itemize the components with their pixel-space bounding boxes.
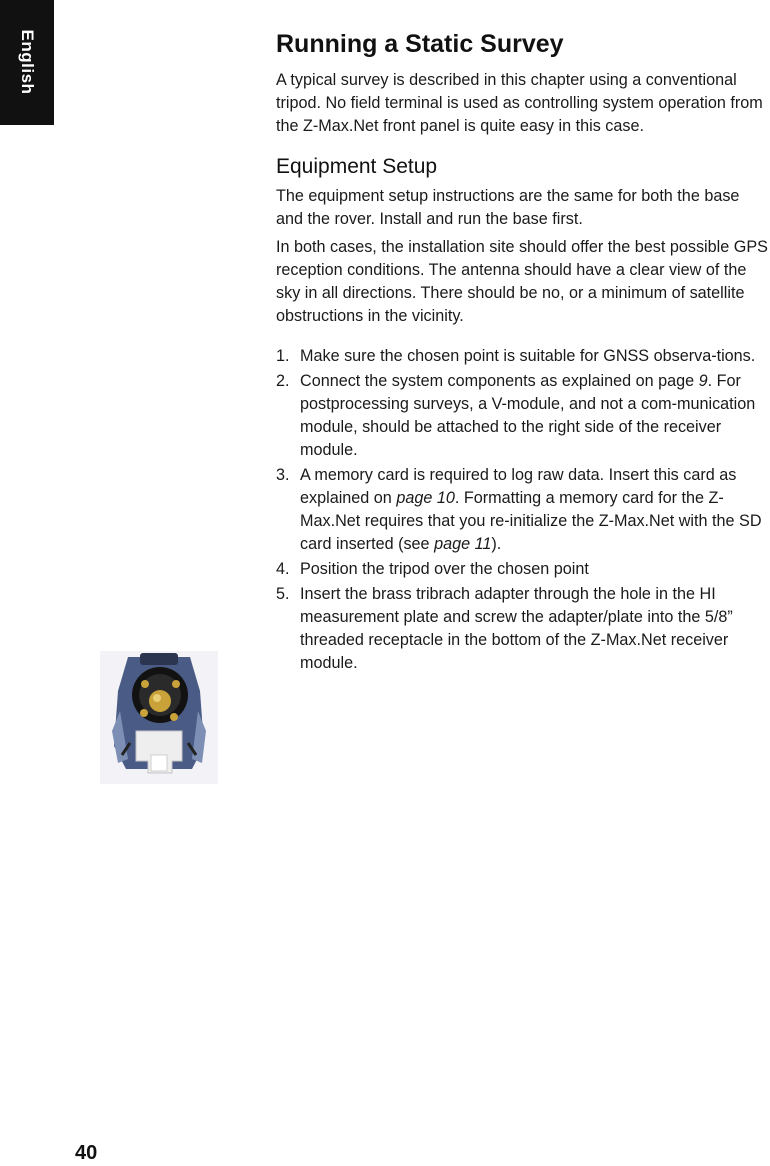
step-text-mid: . Formatting a memory card for the Z-Max.Net requires that you re-initialize the Z-Max.Net with the SD card inserted (see <box>300 489 762 553</box>
page-reference-link[interactable]: page 10 <box>396 489 455 507</box>
step-number: 1. <box>276 347 290 365</box>
step-text-post: ). <box>491 535 502 553</box>
section-paragraph-1: The equipment setup instructions are the same for both the base and the rover. Install and run the base first. <box>276 187 740 228</box>
list-item <box>276 464 770 556</box>
step-number: 3. <box>276 466 290 484</box>
tribrach-adapter-image <box>100 651 218 784</box>
steps-list <box>276 345 770 675</box>
main-content <box>276 30 770 677</box>
list-item <box>276 558 770 581</box>
step-text-post: . For postprocessing surveys, a V-module, and not a com-munication module, should be attached to the right side of the receiver module. <box>300 372 756 459</box>
list-item <box>276 345 770 368</box>
page-title: Running a Static Survey <box>276 30 564 58</box>
page-number: 40 <box>75 1142 98 1164</box>
intro-paragraph: A typical survey is described in this chapter using a conventional tripod. No field terminal is used as controlling system operation from the Z-Max.Net front panel is quite easy in this case. <box>276 71 763 135</box>
step-number: 4. <box>276 560 290 578</box>
step-text: Insert the brass tribrach adapter through the hole in the HI measurement plate and screw the adapter/plate into the 5/8” threaded receptacle in the bottom of the Z-Max.Net receiver module. <box>300 585 733 672</box>
step-number: 2. <box>276 372 290 390</box>
step-text-pre: Connect the system components as explained on page <box>300 372 699 390</box>
section-paragraph-2: In both cases, the installation site should offer the best possible GPS reception conditions. The antenna should have a clear view of the sky in all directions. There should be no, or a minimum of satellite obstructions in the vicinity. <box>276 238 768 325</box>
step-text: Make sure the chosen point is suitable for GNSS observa-tions. <box>300 347 756 365</box>
page-reference-link[interactable]: 9 <box>698 372 708 390</box>
page-reference-link[interactable]: page 11 <box>434 535 492 553</box>
section-heading: Equipment Setup <box>276 155 438 178</box>
language-tab-label: English <box>18 29 37 95</box>
tribrach-adapter-photo <box>100 651 218 784</box>
language-tab <box>0 0 54 125</box>
step-text-pre: A memory card is required to log raw data. Insert this card as explained on <box>300 466 737 507</box>
step-number: 5. <box>276 585 290 603</box>
list-item <box>276 370 770 462</box>
list-item <box>276 583 770 675</box>
step-text: Position the tripod over the chosen point <box>300 560 589 578</box>
